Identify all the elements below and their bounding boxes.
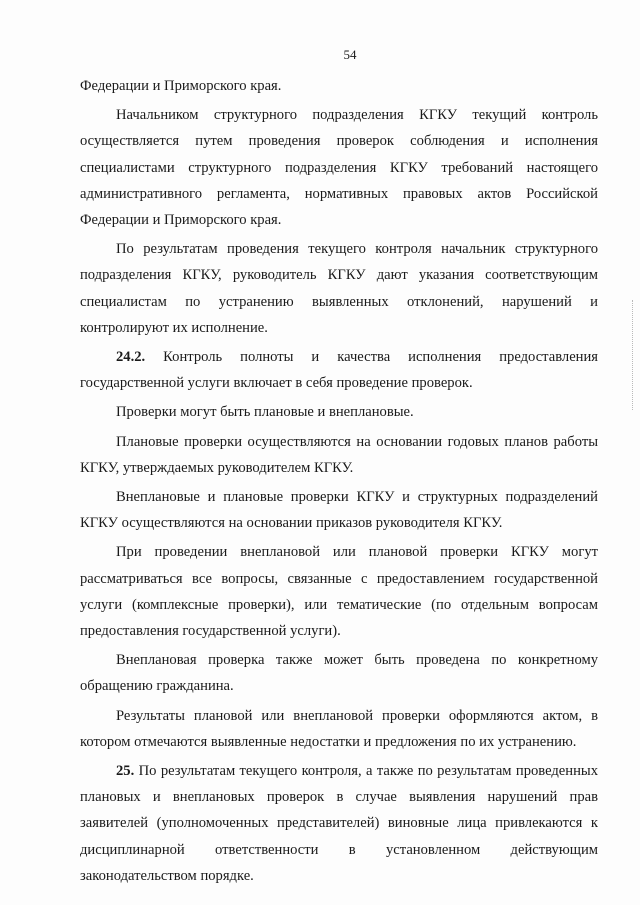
paragraph-7 (80, 484, 598, 536)
paragraph-8-text: При проведении внеплановой или плановой проверки КГКУ могут рассматриваться все вопросы, связанные с предоставлением государственной услуги (комплексные проверки), или тематические (по отдельным вопросам предоставления государственной услуги). (80, 544, 598, 640)
paragraph-8 (80, 539, 598, 644)
paragraph-11 (80, 758, 598, 889)
paragraph-6-text: Плановые проверки осуществляются на основании годовых планов работы КГКУ, утверждаемых руководителем КГКУ. (80, 433, 598, 476)
paragraph-10 (80, 703, 598, 755)
paragraph-5-text: Проверки могут быть плановые и внеплановые. (116, 404, 414, 421)
page-number: 54 (343, 47, 357, 62)
paragraph-3 (80, 236, 598, 341)
paragraph-6 (80, 429, 598, 481)
document-body (80, 73, 598, 892)
paragraph-1-text: Федерации и Приморского края. (80, 78, 282, 94)
clause-number-24-2: 24.2. (116, 349, 146, 366)
clause-number-25: 25. (116, 763, 135, 780)
paragraph-4 (80, 344, 598, 396)
paragraph-9-text: Внеплановая проверка также может быть проведена по конкретному обращению гражданина. (80, 652, 598, 695)
paragraph-9 (80, 647, 598, 699)
paragraph-4-text: Контроль полноты и качества исполнения предоставления государственной услуги включает в себя проведение проверок. (80, 349, 598, 392)
paragraph-2 (80, 102, 598, 233)
paragraph-10-text: Результаты плановой или внеплановой проверки оформляются актом, в котором отмечаются выявленные недостатки и предложения по их устранению. (80, 707, 598, 750)
scan-margin-mark (632, 300, 634, 410)
paragraph-11-text: По результатам текущего контроля, а также по результатам проведенных плановых и внеплановых проверок в случае выявления нарушений прав заявителей (уполномоченных представителей) виновные лица привлекаются к дисциплинарной ответственности в установленном действующим законодательством порядке. (80, 763, 599, 884)
paragraph-2-text: Начальником структурного подразделения КГКУ текущий контроль осуществляется путем проведения проверок соблюдения и исполнения специалистами структурного подразделения КГКУ требований настоящего административного регламента, нормативных правовых актов Российской Федерации и Приморского края. (80, 107, 598, 229)
paragraph-1 (80, 73, 598, 99)
paragraph-7-text: Внеплановые и плановые проверки КГКУ и структурных подразделений КГКУ осуществляются на основании приказов руководителя КГКУ. (80, 489, 598, 532)
paragraph-5 (80, 399, 598, 425)
paragraph-3-text: По результатам проведения текущего контроля начальник структурного подразделения КГКУ, руководитель КГКУ дают указания соответствующим специалистам по устранению выявленных отклонений, нарушений и контролируют их исполнение. (80, 241, 598, 336)
